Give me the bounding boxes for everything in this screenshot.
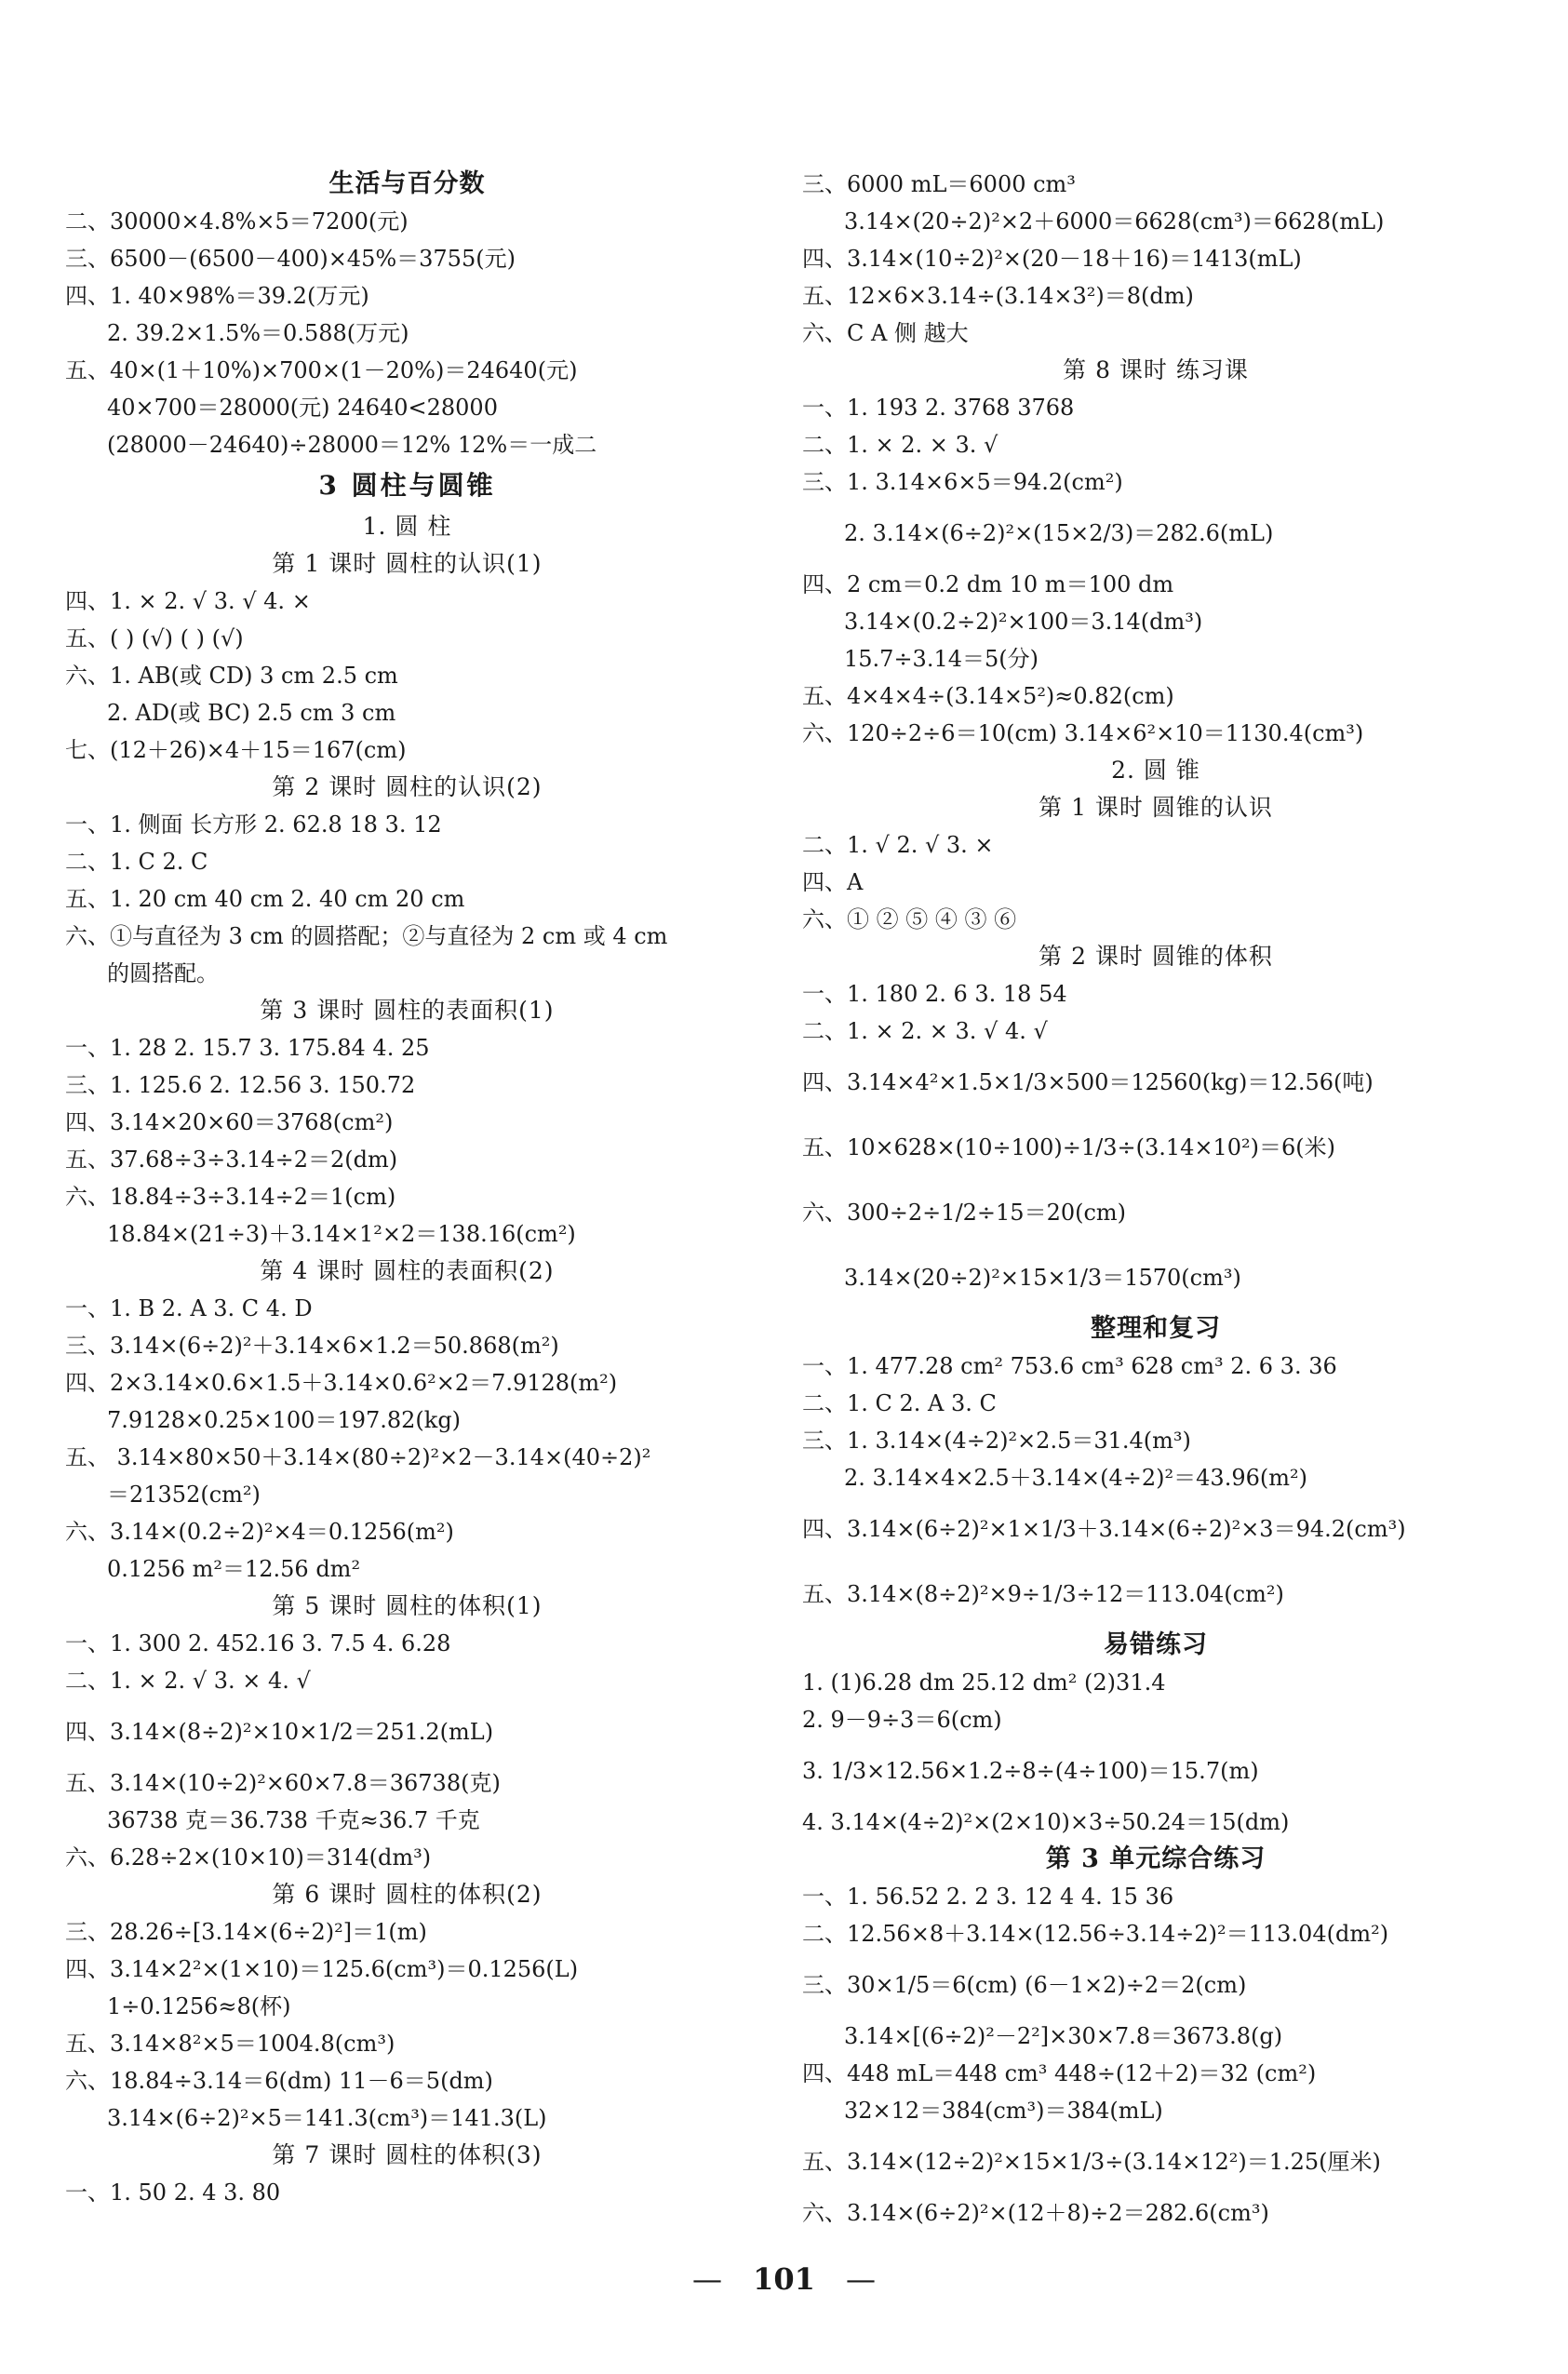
- answer-line: 三、6000 mL＝6000 cm³: [802, 171, 1076, 197]
- answer-line: 一、1. 50 2. 4 3. 80: [65, 2180, 281, 2206]
- page-footer: [0, 2261, 1568, 2297]
- answer-line: 五、3.14×(12÷2)²×15×1/3÷(3.14×12²)＝1.25(厘米): [802, 2149, 1381, 2175]
- answer-line: 四、2×3.14×0.6×1.5＋3.14×0.6²×2＝7.9128(m²): [65, 1370, 618, 1396]
- answer-line: 15.7÷3.14＝5(分): [844, 646, 1039, 672]
- answer-line: 四、1. × 2. √ 3. √ 4. ×: [65, 588, 311, 614]
- lesson-heading: 2. 圆 锥: [1111, 757, 1200, 784]
- answer-line: 五、37.68÷3÷3.14÷2＝2(dm): [65, 1147, 398, 1173]
- answer-line: 二、1. C 2. C: [65, 849, 208, 875]
- answer-line: 四、1. 40×98%＝39.2(万元): [65, 283, 369, 309]
- answer-line: 四、3.14×2²×(1×10)＝125.6(cm³)＝0.1256(L): [65, 1956, 579, 1982]
- answer-line: 0.1256 m²＝12.56 dm²: [107, 1556, 361, 1582]
- answer-line: 2. 39.2×1.5%＝0.588(万元): [107, 320, 409, 346]
- answer-line: 四、3.14×(6÷2)²×1×1/3＋3.14×(6÷2)²×3＝94.2(cm³): [802, 1516, 1406, 1542]
- answer-line: 五、40×(1＋10%)×700×(1－20%)＝24640(元): [65, 357, 578, 383]
- answer-line: 一、1. B 2. A 3. C 4. D: [65, 1295, 313, 1321]
- answer-line: 二、12.56×8＋3.14×(12.56÷3.14÷2)²＝113.04(dm²): [802, 1921, 1389, 1947]
- answer-line: 五、4×4×4÷(3.14×5²)≈0.82(cm): [802, 683, 1174, 709]
- answer-line: 四、3.14×(10÷2)²×(20－18＋16)＝1413(mL): [802, 246, 1302, 272]
- answer-line: 二、1. × 2. √ 3. × 4. √: [65, 1668, 311, 1694]
- answer-line: 二、1. × 2. × 3. √ 4. √: [802, 1018, 1048, 1044]
- answer-line: 五、12×6×3.14÷(3.14×3²)＝8(dm): [802, 283, 1194, 309]
- answer-line: 7.9128×0.25×100＝197.82(kg): [107, 1407, 462, 1433]
- answer-line: 五、 3.14×80×50＋3.14×(80÷2)²×2－3.14×(40÷2)²: [65, 1444, 651, 1470]
- footer-dash-left: —: [691, 2261, 722, 2297]
- lesson-heading: 第 2 课时 圆锥的体积: [1039, 943, 1273, 970]
- answer-line: 1÷0.1256≈8(杯): [107, 1993, 291, 2019]
- answer-line: 七、(12＋26)×4＋15＝167(cm): [65, 737, 407, 763]
- lesson-heading: 第 1 课时 圆锥的认识: [1039, 794, 1273, 821]
- answer-line: 三、3.14×(6÷2)²＋3.14×6×1.2＝50.868(m²): [65, 1333, 559, 1359]
- answer-line: 五、10×628×(10÷100)÷1/3÷(3.14×10²)＝6(米): [802, 1134, 1336, 1160]
- answer-line: 六、① ② ⑤ ④ ③ ⑥: [802, 906, 1017, 932]
- lesson-heading: 第 4 课时 圆柱的表面积(2): [260, 1257, 555, 1284]
- lesson-heading: 1. 圆 柱: [362, 513, 452, 540]
- answer-line: 2. 3.14×(6÷2)²×(15×2/3)＝282.6(mL): [844, 520, 1274, 546]
- answer-line: 2. 9－9÷3＝6(cm): [802, 1707, 1002, 1733]
- section-heading: 整理和复习: [1091, 1314, 1221, 1343]
- answer-line: 1. (1)6.28 dm 25.12 dm² (2)31.4: [802, 1670, 1166, 1696]
- lesson-heading: 第 7 课时 圆柱的体积(3): [272, 2141, 543, 2168]
- footer-dash-right: —: [846, 2261, 877, 2297]
- lesson-heading: 第 2 课时 圆柱的认识(2): [272, 773, 543, 800]
- answer-line: 2. 3.14×4×2.5＋3.14×(4÷2)²＝43.96(m²): [844, 1465, 1307, 1491]
- answer-line: 三、30×1/5＝6(cm) (6－1×2)÷2＝2(cm): [802, 1972, 1247, 1998]
- answer-line: 六、300÷2÷1/2÷15＝20(cm): [802, 1200, 1127, 1226]
- answer-line: 一、1. 300 2. 452.16 3. 7.5 4. 6.28: [65, 1630, 451, 1656]
- answer-line: 三、1. 125.6 2. 12.56 3. 150.72: [65, 1072, 416, 1098]
- answer-line: 五、3.14×(10÷2)²×60×7.8＝36738(克): [65, 1770, 501, 1796]
- answer-line: 一、1. 侧面 长方形 2. 62.8 18 3. 12: [65, 811, 442, 838]
- answer-line: 六、①与直径为 3 cm 的圆搭配；②与直径为 2 cm 或 4 cm: [65, 923, 668, 949]
- answer-line: 四、448 mL＝448 cm³ 448÷(12＋2)＝32 (cm²): [802, 2060, 1317, 2086]
- page-number: 101: [753, 2261, 815, 2297]
- answer-line: 2. AD(或 BC) 2.5 cm 3 cm: [107, 700, 396, 726]
- lesson-heading: 第 8 课时 练习课: [1063, 356, 1249, 383]
- answer-line: 六、18.84÷3.14＝6(dm) 11－6＝5(dm): [65, 2068, 493, 2094]
- answer-line: 的圆搭配。: [107, 960, 219, 986]
- answer-line: 四、2 cm＝0.2 dm 10 m＝100 dm: [802, 571, 1174, 597]
- answer-line: 五、( ) (√) ( ) (√): [65, 625, 244, 651]
- right-column: [802, 166, 1509, 2232]
- answer-line: 三、28.26÷[3.14×(6÷2)²]＝1(m): [65, 1919, 427, 1945]
- answer-line: 一、1. 28 2. 15.7 3. 175.84 4. 25: [65, 1035, 430, 1061]
- answer-line: 二、1. √ 2. √ 3. ×: [802, 832, 994, 858]
- answer-line: ＝21352(cm²): [107, 1482, 261, 1508]
- answer-line: 四、3.14×(8÷2)²×10×1/2＝251.2(mL): [65, 1719, 494, 1745]
- lesson-heading: 第 5 课时 圆柱的体积(1): [272, 1592, 543, 1619]
- answer-line: 五、3.14×(8÷2)²×9÷1/3÷12＝113.04(cm²): [802, 1581, 1284, 1607]
- unit-heading: 3 圆柱与圆锥: [318, 470, 496, 501]
- answer-line: 3. 1/3×12.56×1.2÷8÷(4÷100)＝15.7(m): [802, 1758, 1259, 1784]
- answer-line: 一、1. 56.52 2. 2 3. 12 4 4. 15 36: [802, 1884, 1174, 1910]
- answer-line: 18.84×(21÷3)＋3.14×1²×2＝138.16(cm²): [107, 1221, 576, 1247]
- answer-line: 二、1. × 2. × 3. √: [802, 432, 998, 458]
- answer-line: 六、18.84÷3÷3.14÷2＝1(cm): [65, 1184, 396, 1210]
- answer-line: 六、6.28÷2×(10×10)＝314(dm³): [65, 1844, 432, 1871]
- answer-line: 3.14×[(6÷2)²－2²]×30×7.8＝3673.8(g): [844, 2023, 1283, 2049]
- answer-line: 三、1. 3.14×6×5＝94.2(cm²): [802, 469, 1123, 495]
- answer-line: 3.14×(20÷2)²×15×1/3＝1570(cm³): [844, 1265, 1241, 1291]
- answer-line: 3.14×(20÷2)²×2＋6000＝6628(cm³)＝6628(mL): [844, 208, 1385, 235]
- lesson-heading: 第 6 课时 圆柱的体积(2): [272, 1881, 543, 1908]
- answer-line: 三、6500－(6500－400)×45%＝3755(元): [65, 246, 516, 272]
- answer-line: 36738 克＝36.738 千克≈36.7 千克: [107, 1807, 480, 1833]
- lesson-heading: 第 1 课时 圆柱的认识(1): [272, 550, 543, 577]
- answer-line: 六、3.14×(0.2÷2)²×4＝0.1256(m²): [65, 1519, 454, 1545]
- section-heading: 第 3 单元综合练习: [1045, 1844, 1266, 1873]
- answer-line: 六、3.14×(6÷2)²×(12＋8)÷2＝282.6(cm³): [802, 2200, 1269, 2226]
- answer-line: 四、3.14×20×60＝3768(cm²): [65, 1109, 394, 1135]
- section-heading: 易错练习: [1104, 1630, 1208, 1659]
- answer-line: 六、C A 侧 越大: [802, 320, 969, 346]
- answer-line: 3.14×(6÷2)²×5＝141.3(cm³)＝141.3(L): [107, 2105, 547, 2131]
- answer-line: 一、1. 180 2. 6 3. 18 54: [802, 981, 1067, 1007]
- answer-line: 二、1. C 2. A 3. C: [802, 1390, 997, 1416]
- answer-line: 四、3.14×4²×1.5×1/3×500＝12560(kg)＝12.56(吨): [802, 1069, 1374, 1095]
- answer-line: 三、1. 3.14×(4÷2)²×2.5＝31.4(m³): [802, 1428, 1191, 1454]
- answer-line: 32×12＝384(cm³)＝384(mL): [844, 2098, 1163, 2124]
- section-heading: 生活与百分数: [328, 169, 486, 198]
- answer-line: 四、A: [802, 869, 864, 895]
- answer-line: 4. 3.14×(4÷2)²×(2×10)×3÷50.24＝15(dm): [802, 1809, 1290, 1835]
- answer-line: 六、1. AB(或 CD) 3 cm 2.5 cm: [65, 663, 398, 689]
- answer-line: (28000－24640)÷28000＝12% 12%＝一成二: [107, 432, 597, 458]
- answer-line: 一、1. 477.28 cm² 753.6 cm³ 628 cm³ 2. 6 3. 36: [802, 1353, 1337, 1379]
- answer-line: 六、120÷2÷6＝10(cm) 3.14×6²×10＝1130.4(cm³): [802, 720, 1364, 746]
- answer-line: 五、1. 20 cm 40 cm 2. 40 cm 20 cm: [65, 886, 465, 912]
- answer-line: 二、30000×4.8%×5＝7200(元): [65, 208, 409, 235]
- answer-line: 40×700＝28000(元) 24640<28000: [107, 395, 498, 421]
- left-column: [65, 166, 749, 2211]
- answer-line: 3.14×(0.2÷2)²×100＝3.14(dm³): [844, 609, 1203, 635]
- answer-line: 五、3.14×8²×5＝1004.8(cm³): [65, 2031, 395, 2057]
- lesson-heading: 第 3 课时 圆柱的表面积(1): [260, 997, 555, 1024]
- answer-line: 一、1. 193 2. 3768 3768: [802, 395, 1075, 421]
